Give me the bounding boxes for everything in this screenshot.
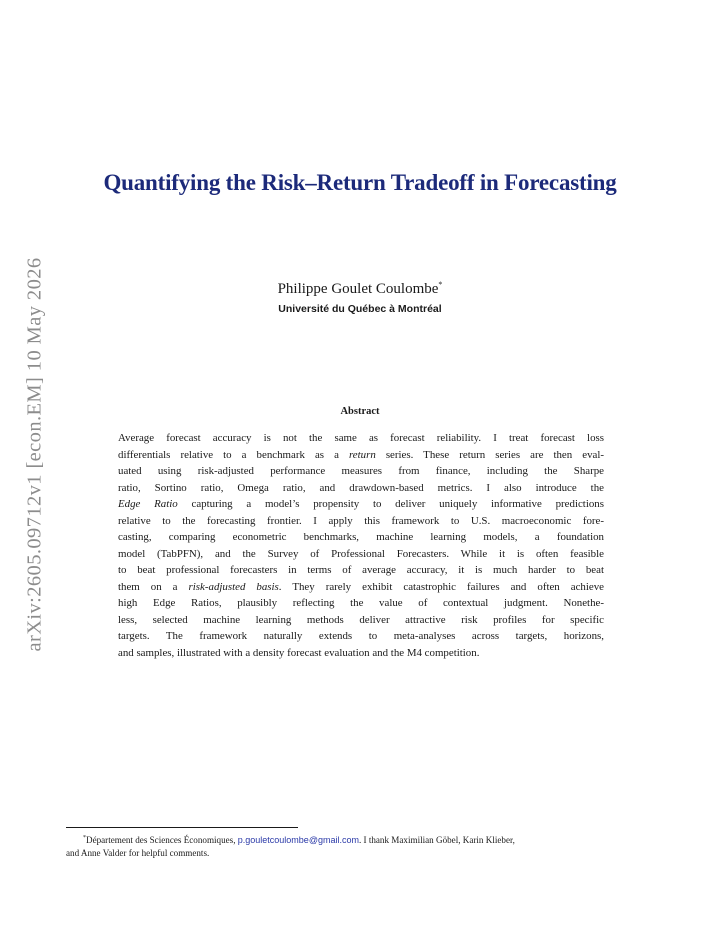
abstract-emphasis: return: [348, 448, 376, 461]
abstract-text: targets. The framework naturally extends to meta-analyses across targets, horizons,: [118, 630, 604, 642]
abstract-text: series. These return series are then eval-: [375, 448, 605, 461]
footnote-text-start: Département des Sciences Économiques,: [86, 835, 238, 846]
footnote-text-end: . I thank Maximilian Göbel, Karin Klieber,: [358, 835, 515, 846]
abstract-text: high Edge Ratios, plausibly reflecting the value of contextual judgment. Nonethe-: [118, 597, 604, 609]
author-name: Philippe Goulet Coulombe: [277, 281, 439, 297]
abstract-text: uated using risk-adjusted performance measures from finance, including the Sharpe: [118, 465, 604, 477]
abstract-line: [118, 496, 604, 513]
author-line: [0, 280, 720, 298]
abstract-text: casting, comparing econometric benchmarks, machine learning models, a foundation: [118, 531, 604, 543]
abstract-line: [118, 463, 604, 480]
abstract-line: [118, 447, 604, 464]
author-footnote-mark: *: [438, 280, 443, 289]
author-affiliation: Université du Québec à Montréal: [278, 303, 442, 315]
abstract-text: to beat professional forecasters in terms of average accuracy, it is much harder to beat: [118, 564, 604, 576]
abstract-emphasis: risk-adjusted basis: [188, 580, 279, 593]
abstract-line: [118, 595, 604, 612]
abstract-text: and samples, illustrated with a density forecast evaluation and the M4 competition.: [118, 646, 480, 659]
paper-title: Quantifying the Risk–Return Tradeoff in Forecasting: [103, 170, 617, 195]
abstract-line: [118, 430, 604, 447]
footnote: [66, 832, 656, 859]
abstract-body: [118, 430, 604, 661]
abstract-text: capturing a model’s propensity to deliver uniquely informative predictions: [177, 498, 604, 510]
arxiv-identifier: arXiv:2605.09712v1 [econ.EM] 10 May 2026: [23, 256, 46, 652]
abstract-text: them on a: [118, 580, 189, 593]
abstract-line: [118, 645, 604, 662]
abstract-line: [118, 628, 604, 645]
abstract-line: [118, 513, 604, 530]
abstract-text: . They rarely exhibit catastrophic failures and often achieve: [278, 580, 605, 593]
abstract-line: [118, 546, 604, 563]
abstract-text: differentials relative to a benchmark as a: [118, 448, 349, 461]
abstract-text: ratio, Sortino ratio, Omega ratio, and drawdown-based metrics. I also introduce the: [118, 481, 604, 494]
footnote-mark: *: [83, 835, 86, 841]
abstract-line: [118, 529, 604, 546]
author-email-link[interactable]: p.gouletcoulombe@gmail.com: [237, 835, 359, 846]
abstract-line: [118, 480, 604, 497]
footnote-divider: [66, 827, 298, 828]
abstract-line: [118, 562, 604, 579]
footnote-line-2: and Anne Valder for helpful comments.: [66, 847, 210, 858]
abstract-heading: Abstract: [340, 406, 380, 417]
abstract-line: [118, 612, 604, 629]
abstract-text: relative to the forecasting frontier. I apply this framework to U.S. macroeconomic fore-: [118, 514, 604, 527]
footnote-line-1: [66, 832, 656, 847]
abstract-emphasis: Edge Ratio: [118, 498, 178, 510]
abstract-text: Average forecast accuracy is not the same as forecast reliability. I treat forecast loss: [118, 432, 604, 444]
abstract-text: model (TabPFN), and the Survey of Professional Forecasters. While it is often feasible: [118, 547, 604, 560]
abstract-line: [118, 579, 604, 596]
abstract-text: less, selected machine learning methods deliver attractive risk profiles for specific: [118, 613, 604, 626]
